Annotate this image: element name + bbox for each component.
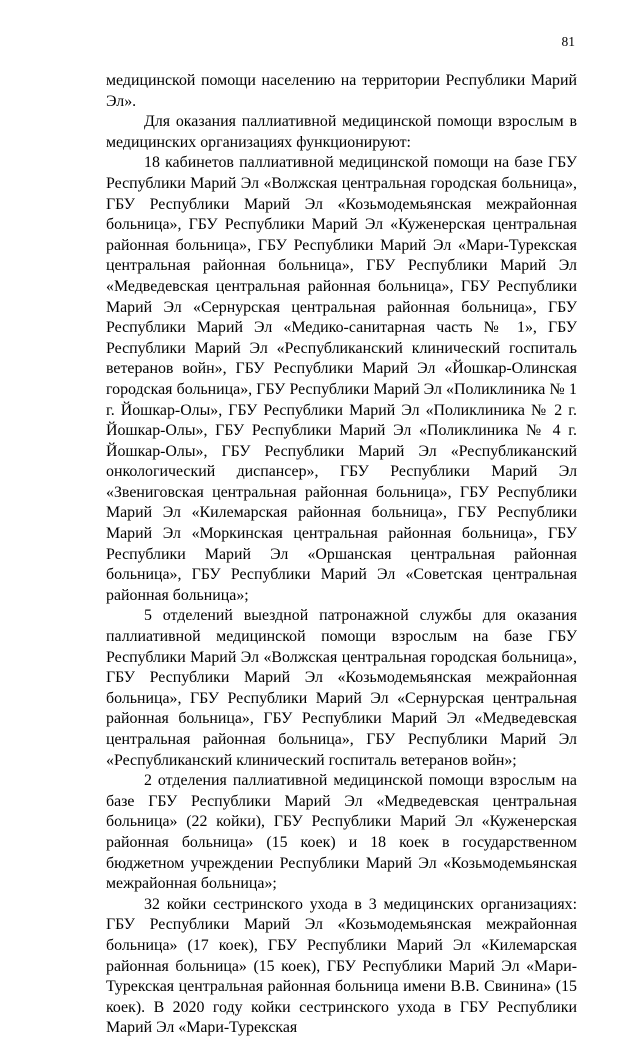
document-body: [106, 71, 577, 1039]
page-number: 81: [561, 34, 575, 49]
paragraph-nursing-beds: 32 койки сестринского ухода в 3 медицинских организациях: ГБУ Республики Марий Эл «Козьмодемьянская межрайонная больница» (17 коек), ГБУ Республики Марий Эл «Килемарская районная больница» (15 коек), ГБУ Республики Марий Эл «Мари-Турекская центральная районная больница имени В.В. Свинина» (15 коек). В 2020 году койки сестринского ухода в ГБУ Республики Марий Эл «Мари-Турекская: [106, 895, 577, 1037]
paragraph-visiting-service: 5 отделений выездной патронажной службы для оказания паллиативной медицинской помощи взрослым на базе ГБУ Республики Марий Эл «Волжская центральная городская больница», ГБУ Республики Марий Эл «Козьмодемьянская межрайонная больница», ГБУ Республики Марий Эл «Сернурская центральная районная больница», ГБУ Республики Марий Эл «Медведевская центральная районная больница», ГБУ Республики Марий Эл «Республиканский клинический госпиталь ветеранов войн»;: [106, 607, 577, 769]
paragraph-offices: 18 кабинетов паллиативной медицинской помощи на базе ГБУ Республики Марий Эл «Волжская центральная городская больница», ГБУ Республики Марий Эл «Козьмодемьянская межрайонная больница», ГБУ Республики Марий Эл «Куженерская центральная районная больница», ГБУ Республики Марий Эл «Мари-Турекская центральная районная больница», ГБУ Республики Марий Эл «Медведевская центральная районная больница», ГБУ Республики Марий Эл «Сернурская центральная районная больница», ГБУ Республики Марий Эл «Медико-санитарная часть № 1», ГБУ Республики Марий Эл «Республиканский клинический госпиталь ветеранов войн», ГБУ Республики Марий Эл «Йошкар-Олинская городская больница», ГБУ Республики Марий Эл «Поликлиника № 1 г. Йошкар-Олы», ГБУ Республики Марий Эл «Поликлиника № 2 г. Йошкар-Олы», ГБУ Республики Марий Эл «Поликлиника № 4 г. Йошкар-Олы», ГБУ Республики Марий Эл «Республиканский онкологический диспансер», ГБУ Республики Марий Эл «Звениговская центральная районная больница», ГБУ Республики Марий Эл «Килемарская районная больница», ГБУ Республики Марий Эл «Моркинская центральная районная больница», ГБУ Республики Марий Эл «Оршанская центральная районная больница», ГБУ Республики Марий Эл «Советская центральная районная больница»;: [106, 154, 577, 604]
paragraph-continuation: медицинской помощи населению на территории Республики Марий Эл».: [106, 72, 577, 110]
paragraph-departments: 2 отделения паллиативной медицинской помощи взрослым на базе ГБУ Республики Марий Эл «Медведевская центральная больница» (22 койки), ГБУ Республики Марий Эл «Куженерская районная больница» (15 коек) и 18 коек в государственном бюджетном учреждении Республики Марий Эл «Козьмодемьянская межрайонная больница»;: [106, 772, 577, 893]
paragraph-intro: Для оказания паллиативной медицинской помощи взрослым в медицинских организациях функционируют:: [106, 113, 577, 151]
